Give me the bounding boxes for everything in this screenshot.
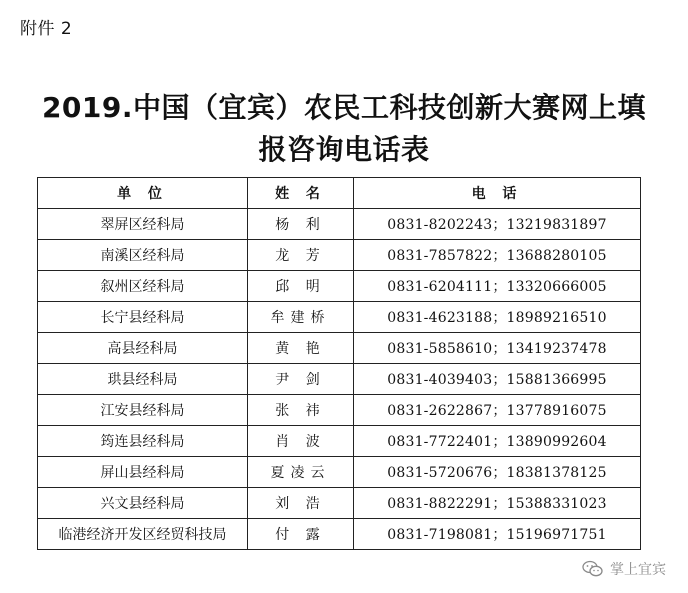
unit-cell: 翠屏区经科局 bbox=[38, 209, 248, 240]
watermark bbox=[582, 559, 666, 579]
table-row bbox=[38, 395, 641, 426]
name-cell: 张 祎 bbox=[248, 395, 354, 426]
table-row bbox=[38, 488, 641, 519]
unit-cell: 长宁县经科局 bbox=[38, 302, 248, 333]
name-cell: 肖 波 bbox=[248, 426, 354, 457]
page-title-line2: 报咨询电话表 bbox=[258, 133, 430, 166]
attachment-label: 附件 2 bbox=[20, 19, 73, 39]
unit-cell: 筠连县经科局 bbox=[38, 426, 248, 457]
phone-cell: 0831-4623188；18989216510 bbox=[354, 302, 641, 333]
table-row bbox=[38, 209, 641, 240]
name-cell: 邱 明 bbox=[248, 271, 354, 302]
name-cell: 刘 浩 bbox=[248, 488, 354, 519]
table-row bbox=[38, 333, 641, 364]
unit-cell: 江安县经科局 bbox=[38, 395, 248, 426]
watermark-text: 掌上宜宾 bbox=[610, 562, 666, 578]
unit-cell: 兴文县经科局 bbox=[38, 488, 248, 519]
table-row bbox=[38, 302, 641, 333]
phone-cell: 0831-8202243；13219831897 bbox=[354, 209, 641, 240]
column-header-unit: 单 位 bbox=[38, 178, 248, 209]
table-row bbox=[38, 364, 641, 395]
page-title-line1: 2019.中国（宜宾）农民工科技创新大赛网上填 bbox=[41, 91, 647, 124]
phone-cell: 0831-5858610；13419237478 bbox=[354, 333, 641, 364]
column-header-name: 姓 名 bbox=[248, 178, 354, 209]
table-row bbox=[38, 271, 641, 302]
phone-cell: 0831-2622867；13778916075 bbox=[354, 395, 641, 426]
wechat-icon bbox=[582, 560, 604, 578]
phone-cell: 0831-6204111；13320666005 bbox=[354, 271, 641, 302]
phone-cell: 0831-7198081；15196971751 bbox=[354, 519, 641, 550]
table-row bbox=[38, 240, 641, 271]
name-cell: 付 露 bbox=[248, 519, 354, 550]
phone-cell: 0831-8822291；15388331023 bbox=[354, 488, 641, 519]
unit-cell: 南溪区经科局 bbox=[38, 240, 248, 271]
name-cell: 夏凌云 bbox=[248, 457, 354, 488]
phone-cell: 0831-7722401；13890992604 bbox=[354, 426, 641, 457]
phone-cell: 0831-5720676；18381378125 bbox=[354, 457, 641, 488]
unit-cell: 临港经济开发区经贸科技局 bbox=[38, 519, 248, 550]
unit-cell: 屏山县经科局 bbox=[38, 457, 248, 488]
table-header-row bbox=[38, 178, 641, 209]
table-row bbox=[38, 426, 641, 457]
unit-cell: 高县经科局 bbox=[38, 333, 248, 364]
name-cell: 牟建桥 bbox=[248, 302, 354, 333]
contact-table bbox=[37, 177, 641, 550]
name-cell: 黄 艳 bbox=[248, 333, 354, 364]
column-header-phone: 电 话 bbox=[354, 178, 641, 209]
table-row bbox=[38, 457, 641, 488]
phone-cell: 0831-7857822；13688280105 bbox=[354, 240, 641, 271]
unit-cell: 珙县经科局 bbox=[38, 364, 248, 395]
phone-cell: 0831-4039403；15881366995 bbox=[354, 364, 641, 395]
unit-cell: 叙州区经科局 bbox=[38, 271, 248, 302]
table-row bbox=[38, 519, 641, 550]
name-cell: 龙 芳 bbox=[248, 240, 354, 271]
name-cell: 尹 剑 bbox=[248, 364, 354, 395]
name-cell: 杨 利 bbox=[248, 209, 354, 240]
